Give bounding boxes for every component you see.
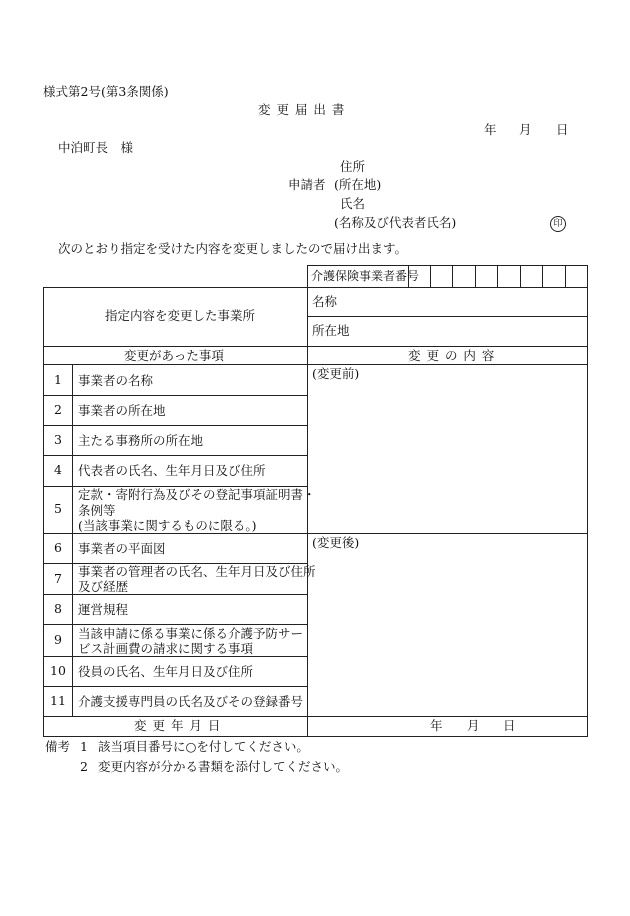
item-number[interactable]: 1	[54, 372, 62, 387]
item-text: 事業者の名称	[78, 373, 154, 388]
location-label: (所在地)	[334, 177, 382, 192]
note-text: 変更内容が分かる書類を添付してください。	[98, 759, 349, 774]
address-label: 住所	[340, 159, 366, 174]
item-number[interactable]: 4	[54, 462, 62, 477]
form-number: 様式第2号(第3条関係)	[43, 84, 169, 99]
change-date-year[interactable]: 年	[430, 718, 443, 733]
item-text: 運営規程	[78, 602, 129, 617]
applicant-label: 申請者	[288, 177, 326, 192]
item-number[interactable]: 5	[54, 501, 62, 516]
note-text: 該当項目番号に○を付してください。	[98, 739, 309, 754]
after-content-field[interactable]	[308, 553, 586, 715]
office-location-field[interactable]	[360, 318, 586, 345]
office-location-label: 所在地	[312, 323, 350, 338]
change-date-day[interactable]: 日	[503, 718, 516, 733]
item-text: 当該申請に係る事業に係る介護予防サー ビス計画費の請求に関する事項	[78, 626, 304, 656]
item-number[interactable]: 3	[54, 432, 62, 447]
before-label: (変更前)	[312, 366, 360, 381]
before-content-field[interactable]	[308, 384, 586, 532]
document-title: 変 更 届 出 書	[258, 102, 346, 117]
item-text: 代表者の氏名、生年月日及び住所	[78, 463, 266, 478]
note-number: 1	[80, 739, 88, 754]
item-number[interactable]: 9	[54, 632, 62, 647]
item-number[interactable]: 10	[50, 663, 66, 678]
item-text: 介護支援専門員の氏名及びその登録番号	[78, 694, 304, 709]
item-text: 役員の氏名、生年月日及び住所	[78, 664, 254, 679]
item-text: 事業者の平面図	[78, 541, 166, 556]
item-number[interactable]: 2	[54, 402, 62, 417]
item-text: 事業者の所在地	[78, 403, 166, 418]
name-label: 氏名	[340, 196, 366, 211]
item-number[interactable]: 7	[54, 571, 62, 586]
date-month: 月	[519, 122, 532, 137]
office-name-label: 名称	[312, 294, 338, 309]
item-number[interactable]: 8	[54, 601, 62, 616]
item-text: 定款・寄附行為及びその登記事項証明書・ 条例等 (当該事業に関するものに限る。)	[78, 487, 316, 533]
change-date-month[interactable]: 月	[467, 718, 480, 733]
change-content-header: 変 更 の 内 容	[408, 348, 496, 363]
item-number[interactable]: 6	[54, 540, 62, 555]
change-date-label: 変 更 年 月 日	[134, 718, 222, 733]
name-rep-label: (名称及び代表者氏名)	[334, 215, 457, 230]
provider-number-cells[interactable]	[408, 266, 587, 286]
intro-text: 次のとおり指定を受けた内容を変更しましたので届け出ます。	[58, 241, 408, 256]
date-day: 日	[556, 122, 569, 137]
item-text: 主たる事務所の所在地	[78, 433, 204, 448]
note-number: 2	[80, 759, 88, 774]
item-text: 事業者の管理者の氏名、生年月日及び住所 及び経歴	[78, 564, 316, 594]
provider-number-label: 介護保険事業者番号	[311, 269, 420, 283]
addressee: 中泊町長 様	[58, 140, 134, 155]
date-year: 年	[484, 122, 497, 137]
after-label: (変更後)	[312, 535, 360, 550]
office-label: 指定内容を変更した事業所	[105, 308, 256, 323]
office-name-field[interactable]	[350, 289, 586, 315]
changed-items-header: 変更があった事項	[124, 348, 224, 363]
seal-mark-icon: 印	[550, 216, 566, 232]
item-number[interactable]: 11	[50, 693, 66, 708]
notes-label: 備考	[45, 739, 71, 754]
